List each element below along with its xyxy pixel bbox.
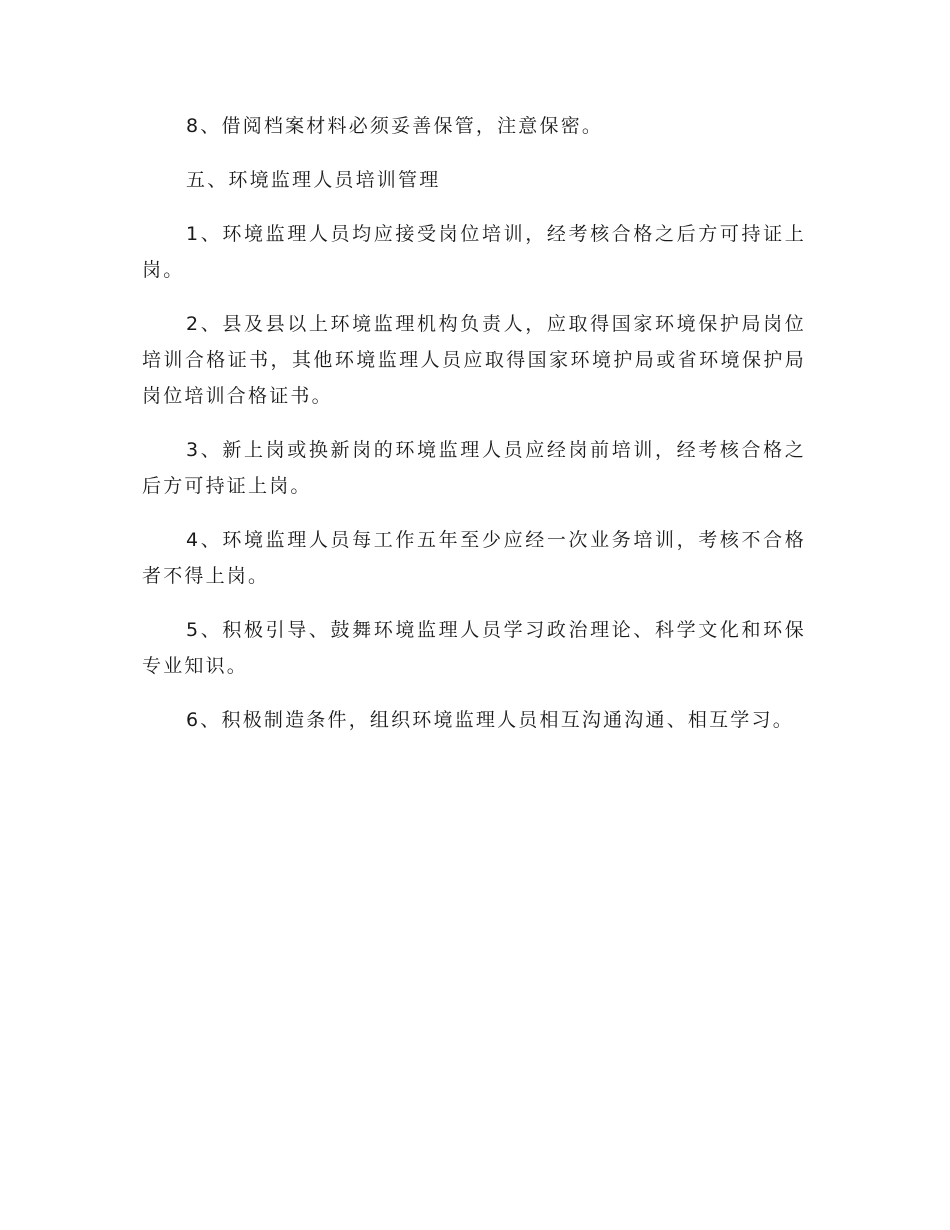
paragraph-item-8-archive: 8、借阅档案材料必须妥善保管，注意保密。 <box>186 115 604 137</box>
paragraph-item-3: 3、新上岗或换新岗的环境监理人员应经岗前培训，经考核合格之后方可持证上岗。 <box>142 439 806 497</box>
paragraph-item-5: 5、积极引导、鼓舞环境监理人员学习政治理论、科学文化和环保专业知识。 <box>142 619 806 677</box>
document-body <box>142 108 806 756</box>
paragraph-item-2: 2、县及县以上环境监理机构负责人，应取得国家环境保护局岗位培训合格证书，其他环境监理人员应取得国家环境护局或省环境保护局岗位培训合格证书。 <box>142 313 806 407</box>
paragraph-item-1: 1、环境监理人员均应接受岗位培训，经考核合格之后方可持证上岗。 <box>142 223 806 281</box>
section-heading-training: 五、环境监理人员培训管理 <box>186 169 441 191</box>
paragraph-item-4: 4、环境监理人员每工作五年至少应经一次业务培训，考核不合格者不得上岗。 <box>142 529 806 587</box>
paragraph-item-6: 6、积极制造条件，组织环境监理人员相互沟通沟通、相互学习。 <box>186 709 794 731</box>
